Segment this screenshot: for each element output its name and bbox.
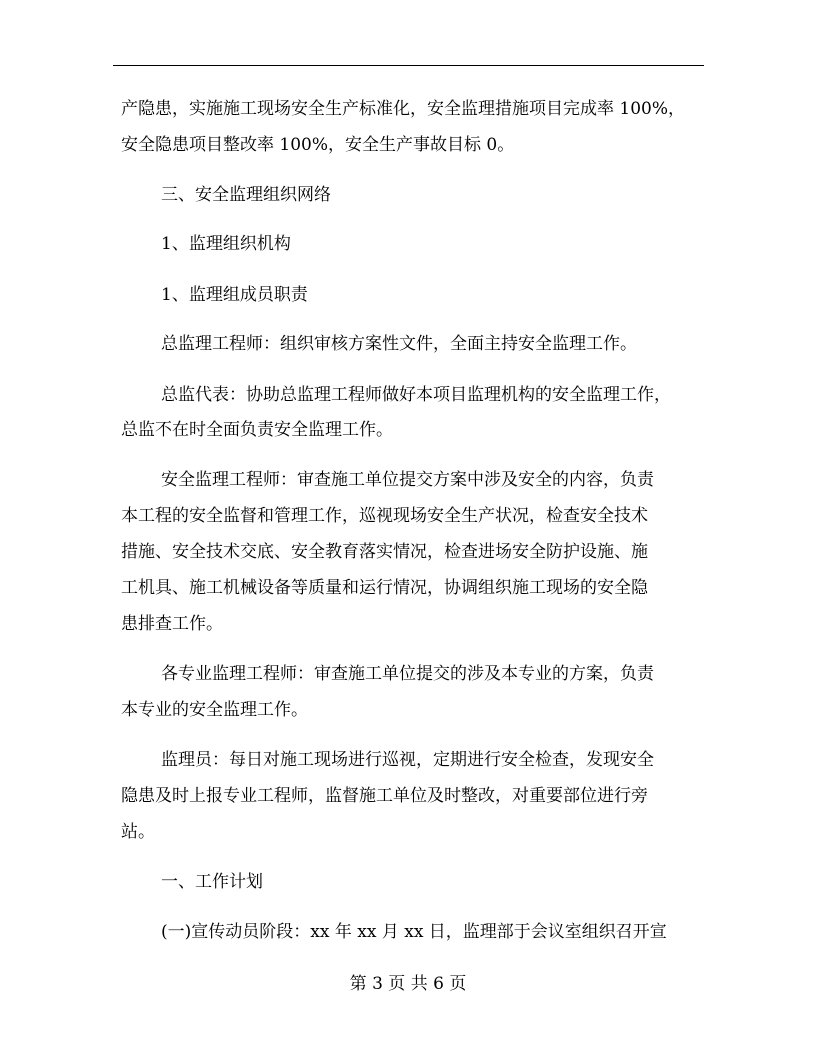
text-line: 总监代表：协助总监理工程师做好本项目监理机构的安全监理工作，: [161, 385, 671, 405]
text-line: 本工程的安全监督和管理工作，巡视现场安全生产状况，检查安全技术: [121, 506, 648, 526]
text-line: 总监理工程师：组织审核方案性文件，全面主持安全监理工作。: [161, 334, 637, 354]
subsection-heading: 1、监理组成员职责: [161, 285, 308, 305]
text-line: 安全监理工程师：审查施工单位提交方案中涉及安全的内容，负责: [161, 470, 654, 490]
text-line: 工机具、施工机械设备等质量和运行情况，协调组织施工现场的安全隐: [121, 578, 648, 598]
page-number: 第 3 页 共 6 页: [349, 974, 467, 994]
text-line: 安全隐患项目整改率 100%，安全生产事故目标 0。: [121, 135, 515, 155]
text-line: 总监不在时全面负责安全监理工作。: [121, 420, 393, 440]
text-line: 本专业的安全监理工作。: [121, 700, 308, 720]
text-line: 患排查工作。: [121, 614, 223, 634]
text-line: 站。: [121, 822, 155, 842]
text-line: 各专业监理工程师：审查施工单位提交的涉及本专业的方案，负责: [161, 664, 654, 684]
section-heading: 三、安全监理组织网络: [161, 185, 331, 205]
subsection-heading: 1、监理组织机构: [161, 234, 291, 254]
text-line: 措施、安全技术交底、安全教育落实情况，检查进场安全防护设施、施: [121, 542, 648, 562]
text-line: (一)宣传动员阶段：xx 年 xx 月 xx 日，监理部于会议室组织召开宣: [161, 922, 667, 942]
text-line: 监理员：每日对施工现场进行巡视，定期进行安全检查，发现安全: [161, 750, 654, 770]
text-line: 隐患及时上报专业工程师，监督施工单位及时整改，对重要部位进行旁: [121, 786, 648, 806]
section-heading: 一、工作计划: [161, 872, 263, 892]
text-line: 产隐患，实施施工现场安全生产标准化，安全监理措施项目完成率 100%，: [121, 99, 686, 119]
header-rule: [113, 65, 704, 66]
